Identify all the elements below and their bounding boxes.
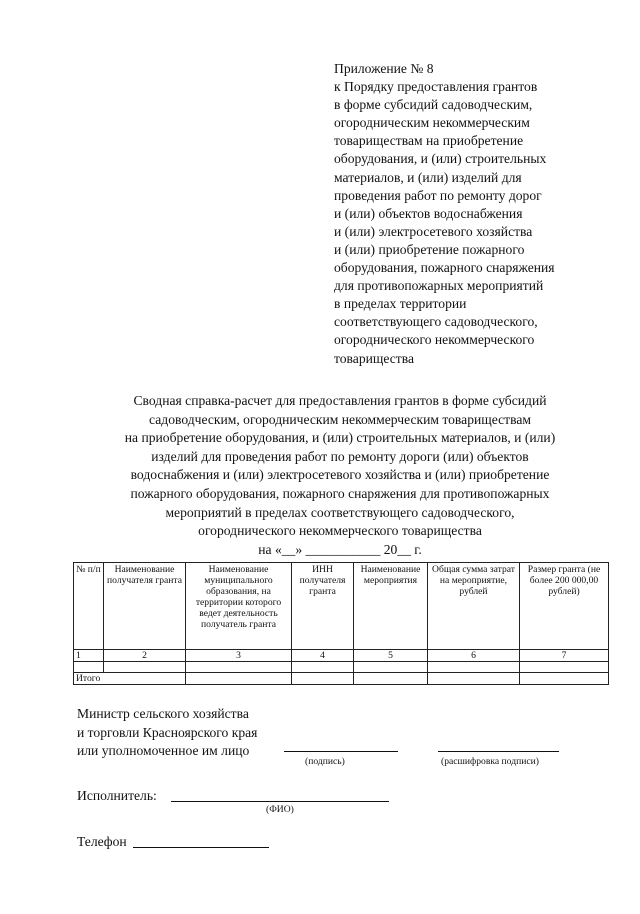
column-number-cell: 3	[186, 650, 292, 662]
empty-cell	[292, 673, 354, 685]
summary-table	[73, 562, 609, 685]
appendix-line: оборудования, и (или) строительных	[334, 151, 547, 167]
appendix-line: и (или) объектов водоснабжения	[334, 205, 523, 221]
column-number-cell: 4	[292, 650, 354, 662]
official-title	[77, 705, 257, 761]
appendix-line: огороднического некоммерческого	[334, 332, 535, 348]
decoding-caption: (расшифровка подписи)	[441, 756, 539, 767]
appendix-line: в форме субсидий садоводческим,	[334, 97, 533, 113]
total-label: Итого	[74, 673, 186, 685]
appendix-line: товариществам на приобретение	[334, 133, 524, 149]
title-line: на приобретение оборудования, и (или) строительных материалов, и (или)	[124, 430, 556, 446]
empty-cell	[428, 673, 520, 685]
empty-cell	[354, 662, 428, 673]
document-title	[60, 392, 620, 559]
header-cell-grant-size: Размер гранта (не более 200 000,00 рублей)	[520, 563, 609, 650]
header-cell-number: № п/п	[74, 563, 104, 650]
official-line: или уполномоченное им лицо	[77, 743, 250, 758]
appendix-heading	[334, 60, 624, 368]
title-line: пожарного оборудования, пожарного снаряжения для противопожарных	[130, 485, 550, 501]
header-cell-municipality: Наименование муниципального образования, на территории которого ведет деятельность получатель гранта	[186, 563, 292, 650]
empty-cell	[74, 662, 104, 673]
appendix-line: соответствующего садоводческого,	[334, 314, 538, 330]
column-number-cell: 6	[428, 650, 520, 662]
appendix-line: в пределах территории	[334, 296, 467, 312]
empty-cell	[104, 662, 186, 673]
date-line: на «__» ___________ 20__ г.	[258, 541, 422, 557]
column-number-cell: 7	[520, 650, 609, 662]
appendix-line: Приложение № 8	[334, 61, 434, 76]
empty-cell	[186, 662, 292, 673]
empty-cell	[520, 662, 609, 673]
empty-cell	[354, 673, 428, 685]
executor-line	[171, 801, 389, 802]
fio-caption: (ФИО)	[266, 804, 294, 815]
appendix-line: к Порядку предоставления грантов	[334, 79, 538, 95]
appendix-line: оборудования, пожарного снаряжения	[334, 260, 555, 276]
title-line: огороднического некоммерческого товарищества	[198, 523, 482, 539]
empty-cell	[520, 673, 609, 685]
column-number-cell: 1	[74, 650, 104, 662]
empty-cell	[186, 673, 292, 685]
title-line: изделий для проведения работ по ремонту дороги (или) объектов	[151, 448, 529, 464]
appendix-line: для противопожарных мероприятий	[334, 278, 544, 294]
executor-label: Исполнитель:	[77, 788, 157, 803]
empty-cell	[428, 662, 520, 673]
header-cell-total-cost: Общая сумма затрат на мероприятие, рублей	[428, 563, 520, 650]
appendix-line: и (или) электросетевого хозяйства	[334, 223, 533, 239]
empty-cell	[292, 662, 354, 673]
table-header-row	[74, 563, 609, 650]
table-row-empty	[74, 662, 609, 673]
title-line: садоводческим, огородническим некоммерческим товариществам	[149, 411, 531, 427]
appendix-line: материалов, и (или) изделий для	[334, 169, 522, 185]
table-row-total	[74, 673, 609, 685]
column-number-cell: 2	[104, 650, 186, 662]
phone-line	[133, 847, 269, 848]
header-cell-recipient: Наименование получателя гранта	[104, 563, 186, 650]
table-row-column-numbers	[74, 650, 609, 662]
official-line: Министр сельского хозяйства	[77, 706, 249, 721]
title-line: Сводная справка-расчет для предоставления грантов в форме субсидий	[133, 393, 547, 408]
header-cell-inn: ИНН получателя гранта	[292, 563, 354, 650]
column-number-cell: 5	[354, 650, 428, 662]
header-cell-event: Наименование мероприятия	[354, 563, 428, 650]
appendix-line: и (или) приобретение пожарного	[334, 241, 525, 257]
phone-label: Телефон	[77, 834, 127, 849]
signature-line	[284, 751, 398, 752]
decoding-line	[438, 751, 559, 752]
appendix-line: проведения работ по ремонту дорог	[334, 187, 542, 203]
appendix-line: товарищества	[334, 350, 414, 366]
appendix-line: огородническим некоммерческим	[334, 115, 530, 131]
signature-caption: (подпись)	[305, 756, 345, 767]
title-line: мероприятий в пределах соответствующего садоводческого,	[165, 504, 515, 520]
official-line: и торговли Красноярского края	[77, 724, 258, 740]
title-line: водоснабжения и (или) электросетевого хозяйства и (или) приобретение	[130, 467, 550, 483]
